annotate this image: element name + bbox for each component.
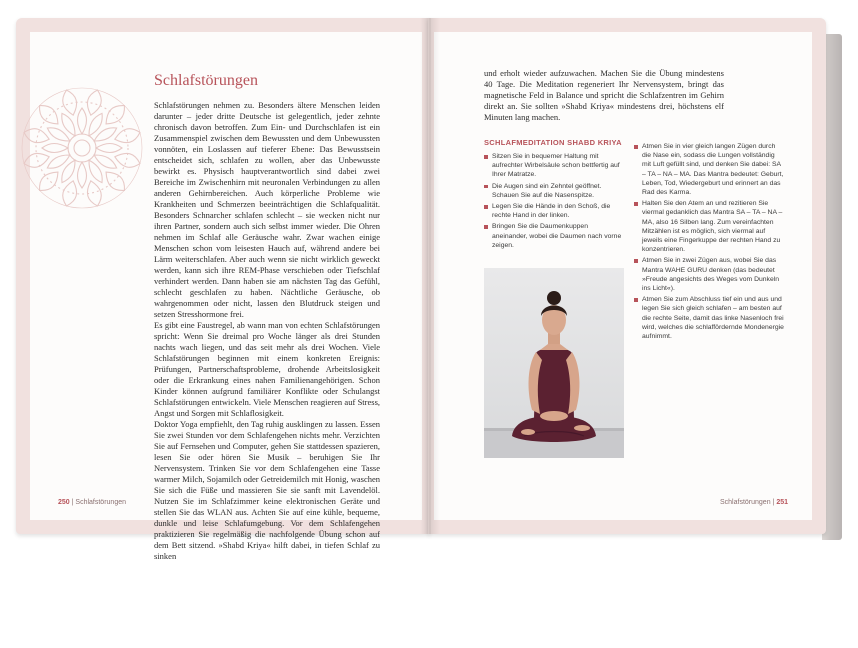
paragraph: Es gibt eine Faustregel, ab wann man von echten Schlafstörungen spricht: Wenn Sie dreimal pro Woche länger als drei Stunden nachts wach liegen, und das seit mehr als drei Wochen. Viele Schlafstörungen beginnen mit einem konkreten Ereignis: Prüfungen, Partnerschaftsprobleme, drohende Arbeitslosigkeit oder die Erkrankung eines nahen Familienangehörigen. Schon Kinder können aufgrund familiärer Konflikte oder Schulangst Schlafstörungen entwickeln. Viele Menschen reagieren auf Stress, Angst und Sorgen mit Schlaflosigkeit. — [154, 320, 380, 418]
running-head: Schlafstörungen — [720, 499, 771, 506]
open-book — [14, 14, 836, 561]
list-item: Die Augen sind ein Zehntel geöffnet. Schauen Sie auf die Nasenspitze. — [484, 182, 624, 200]
page-number: 251 — [776, 499, 788, 506]
footer-separator: | — [71, 499, 76, 506]
left-page — [16, 18, 430, 561]
meditation-title: SCHLAFMEDITATION SHABD KRIYA — [484, 138, 622, 147]
list-item: Atmen Sie in zwei Zügen aus, wobei Sie das Mantra WAHE GURU denken (das bedeutet »Freude angesichts des Weges vom Dunkeln ins Licht«). — [634, 256, 784, 293]
right-page-paper — [434, 32, 812, 520]
list-item: Bringen Sie die Daumenkuppen aneinander, wobei die Daumen nach vorne zeigen. — [484, 222, 624, 250]
list-item: Legen Sie die Hände in den Schoß, die rechte Hand in der linken. — [484, 202, 624, 220]
right-page-footer — [720, 499, 788, 506]
left-page-paper — [30, 32, 422, 561]
footer-separator: | — [772, 499, 777, 506]
mandala-ornament-icon — [12, 78, 152, 218]
list-item: Sitzen Sie in bequemer Haltung mit aufrechter Wirbelsäule schon bettfertig auf Ihrer Matratze. — [484, 152, 624, 180]
yoga-photo — [484, 268, 624, 458]
list-item: Halten Sie den Atem an und rezitieren Sie viermal gedanklich das Mantra SA – TA – NA – MA, also 16 Silben lang. Zum vereinfachten Mitzählen ist es möglich, sich viermal auf jeweils eine Fingerkuppe der rechten Hand zu konzentrieren. — [634, 199, 784, 254]
list-item: Atmen Sie in vier gleich langen Zügen durch die Nase ein, sodass die Lungen vollständig mit Luft gefüllt sind, und denken Sie dabei: SA – TA – NA – MA. Das Mantra bedeutet: Geburt, Leben, Tod, Wiedergeburt und erinnert an das Rad des Karma. — [634, 142, 784, 197]
step-list — [634, 142, 784, 341]
list-item: Atmen Sie zum Abschluss tief ein und aus und legen Sie sich gleich schlafen – am besten auf die rechte Seite, damit das linke Nasenloch frei wird, welches die schlaffördernde Mondenergie aufnimmt. — [634, 295, 784, 341]
left-page-footer — [58, 499, 126, 506]
paragraph: Doktor Yoga empfiehlt, den Tag ruhig ausklingen zu lassen. Essen Sie zwei Stunden vor dem Schlafengehen nichts mehr. Verzichten Sie auf Fernsehen und Computer, gehen Sie stattdessen spazieren, lesen Sie oder hören Sie Musik – beruhigen Sie Ihr Nervensystem. Trinken Sie vor dem Schlafengehen eine Tasse warmer Milch, Sojamilch oder Getreidemilch mit Honig, waschen Sie sich die Füße und massieren Sie sie sanft mit Lavendelöl. Nutzen Sie im Schlafzimmer keine elektronischen Geräte und stellen Sie das WLAN aus. Achten Sie auf eine kühle, bequeme, dunkle und leise Schlafumgebung. Vor dem Schlafengehen praktizieren Sie regelmäßig die nachfolgende Übung schon auf dem Bett sitzend. »Shabd Kriya« hilft dabei, in tiefen Schlaf zu sinken — [154, 419, 380, 561]
right-body-text: und erholt wieder aufzuwachen. Machen Sie die Übung mindestens 40 Tage. Die Meditation regeneriert Ihr Nervensystem, bringt das magnetische Feld in Balance und spricht die Schlafzentren im Gehirn direkt an. Sie sollten »Shabd Kriya« mindestens drei, höchstens elf Minuten lang machen. — [484, 68, 724, 122]
page-number: 250 — [58, 499, 70, 506]
meditating-woman-image — [484, 268, 624, 458]
steps-column-1 — [484, 152, 624, 252]
left-body-text — [154, 100, 380, 562]
steps-column-2 — [634, 142, 784, 343]
paragraph: Schlafstörungen nehmen zu. Besonders ältere Menschen leiden darunter – jeder dritte Deutsche ist gelegentlich, jeder zehnte chronisch davon betroffen. Zum Ein- und Durchschlafen ist ein Zusammenspiel zwischen dem Bewussten und dem Unbewussten vonnöten, ein Loslassen auf tieferer Ebene: Das Bewusstsein entscheidet sich, schlafen zu wollen, aber das Unbewusste bewirkt es. Physisch hauptverantwortlich sind dabei zwei Bereiche im Zwischenhirn mit neuronalen Verbindungen zu allen anderen Gehirnbereichen. Auch körperliche Probleme wie Krankheiten und Schmerzen beeinträchtigen die Schlafqualität. Besonders Schnarcher schlafen schlecht – sie wecken nicht nur ihren Partner, sondern auch sich selbst immer wieder. Die Ohren nehmen im Schlaf alle Geräusche wahr. Zwar wachen einige Menschen schon vom leisesten Hauch auf, während andere bei Lärm weiterschlafen. Aber auch wenn sie nicht wirklich geweckt werden, kann sich ihre REM-Phase verschieben oder Tiefschlaf verhindert werden. Dann haben sie am nächsten Tag das Gefühl, schlecht geschlafen zu haben. Nächtliche Geräusche, ob wahrgenommen oder nicht, lassen den Blutdruck steigen und setzen Stresshormone frei. — [154, 100, 380, 319]
running-head: Schlafstörungen — [75, 499, 126, 506]
right-page — [428, 18, 826, 534]
step-list — [484, 152, 624, 250]
chapter-heading: Schlafstörungen — [154, 72, 258, 89]
